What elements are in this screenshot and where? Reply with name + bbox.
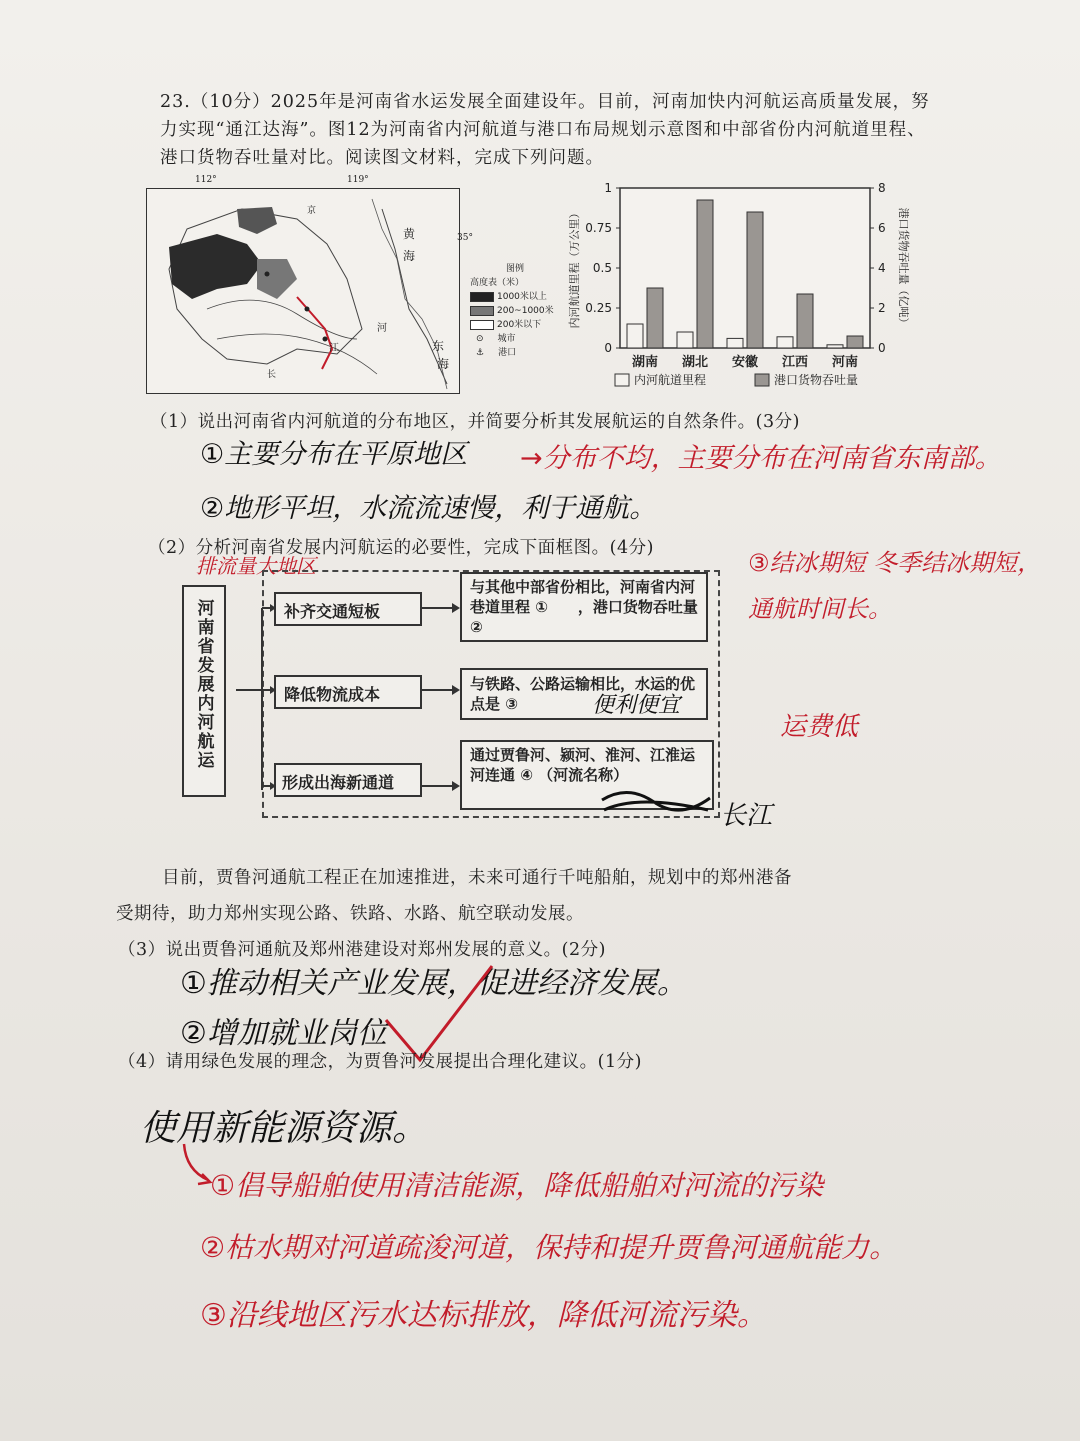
legend-label-waterway: 内河航道里程: [634, 373, 707, 387]
answer-4-black: 使用新能源资源。: [140, 1108, 429, 1149]
legend-swatch-waterway: [615, 374, 629, 386]
y-right-tick-label: 4: [878, 261, 886, 275]
bar-waterway-length: [827, 345, 843, 348]
flow-right-text-3: 通过贾鲁河、颍河、淮河、江淮运河连通 ④ （河流名称）: [470, 746, 696, 784]
legend-swatch-port: [755, 374, 769, 386]
answer-1-line-1: ①主要分布在平原地区: [200, 439, 468, 470]
y-right-tick-label: 2: [878, 301, 886, 315]
legend-item-high: 1000米以上: [470, 290, 560, 304]
answer-2-red-top: 排流量大地区: [196, 554, 316, 578]
legend-item-mid: 200~1000米: [470, 304, 560, 318]
answer-2-blank-4: 长江: [720, 801, 773, 831]
answer-1-line-2: ②地形平坦，水流流速慢，利于通航。: [200, 493, 657, 524]
legend-title: 图例: [505, 264, 524, 274]
question-part-2: （2）分析河南省发展内河航运的必要性，完成下面框图。(4分): [148, 538, 654, 558]
flow-left-box-3: [274, 763, 422, 797]
bar-port-throughput: [697, 200, 713, 348]
x-tick-label: 湖北: [681, 355, 709, 370]
flow-left-label-1: 补齐交通短板: [284, 602, 381, 621]
lon-label-119: 119°: [347, 175, 369, 185]
question-part-1: （1）说出河南省内河航道的分布地区，并简要分析其发展航运的自然条件。(3分): [150, 412, 800, 432]
answer-2-red-3: ③结冰期短 冬季结冰期短，通航时间长。: [748, 549, 1042, 623]
question-header: 23.（10分）2025年是河南省水运发展全面建设年。目前，河南加快内河航运高质量发展，努力实现“通江达海”。图12为河南省内河航道与港口布局规划示意图和中部省份内河航道里程、港口货物吞吐量对比。阅读图文材料，完成下列问题。: [160, 92, 930, 168]
bar-port-throughput: [647, 288, 663, 348]
legend-item-city: ⊙ 城市: [476, 334, 516, 344]
bar-waterway-length: [777, 337, 793, 348]
sea-label-dong: 东: [432, 339, 445, 353]
answer-3-line-1: ①推动相关产业发展，促进经济发展。: [180, 966, 687, 1001]
x-tick-label: 江西: [781, 355, 809, 370]
y-right-tick-label: 6: [878, 221, 886, 235]
paragraph-intro-1: 目前，贾鲁河通航工程正在加速推进，未来可通行千吨船舶，规划中的郑州港备: [162, 868, 792, 888]
y-right-axis-label: 港口货物吞吐量（亿吨）: [897, 207, 910, 329]
bar-waterway-length: [677, 332, 693, 348]
answer-4-red-2: ②枯水期对河道疏浚河道，保持和提升贾鲁河通航能力。: [200, 1231, 898, 1264]
y-left-axis-label: 内河航道里程（万公里）: [568, 207, 581, 329]
y-right-tick-label: 8: [878, 181, 886, 195]
answer-4-red-3: ③沿线地区污水达标排放，降低河流污染。: [200, 1298, 767, 1333]
legend-item-port: ⚓ 港口: [476, 348, 517, 358]
answer-4-red-1: ①倡导船舶使用清洁能源，降低船舶对河流的污染: [210, 1169, 824, 1202]
bar-waterway-length: [727, 338, 743, 348]
paragraph-intro-2: 受期待，助力郑州实现公路、铁路、水路、航空联动发展。: [116, 904, 584, 924]
sea-label-hai: 海: [403, 249, 416, 263]
flow-left-box-1: [274, 592, 422, 626]
place-label-chang: 长: [267, 370, 277, 380]
y-left-tick-label: 1: [604, 181, 612, 195]
x-tick-label: 湖南: [631, 355, 659, 370]
flow-left-label-2: 降低物流成本: [284, 685, 381, 704]
answer-2-blank-3-correction: 运费低: [780, 712, 859, 742]
legend-label-port: 港口货物吞吐量: [774, 373, 859, 387]
flow-main-box: [182, 585, 226, 797]
answer-1-correction: →分布不均，主要分布在河南省东南部。: [520, 443, 1002, 474]
sea-label-hai2: 海: [437, 357, 450, 371]
flow-left-label-3: 形成出海新通道: [282, 773, 395, 792]
sea-label-huang: 黄: [403, 227, 416, 241]
y-left-tick-label: 0.25: [585, 301, 612, 315]
henan-waterway-map: [146, 175, 473, 394]
strikeout-scribble: [598, 780, 718, 820]
map-drawing: [147, 189, 459, 393]
lon-label-112: 112°: [195, 175, 217, 185]
question-part-4: （4）请用绿色发展的理念，为贾鲁河发展提出合理化建议。(1分): [118, 1052, 642, 1072]
flow-left-box-2: [274, 675, 422, 709]
legend-subtitle: 高度表（米）: [470, 278, 525, 288]
place-label-jiang: 江: [329, 343, 339, 354]
y-left-tick-label: 0.75: [585, 221, 612, 235]
answer-3-line-2: ②增加就业岗位: [180, 1016, 387, 1051]
legend-item-low: 200米以下: [470, 318, 560, 332]
flow-right-text-1: 与其他中部省份相比，河南省内河巷道里程 ① ，港口货物吞吐量 ②: [470, 578, 698, 636]
answer-2-blank-3: 便利便宜: [592, 693, 681, 718]
bar-port-throughput: [797, 294, 813, 348]
x-tick-label: 安徽: [731, 355, 759, 370]
flow-right-box-1: [460, 572, 708, 642]
flow-right-text-2: 与铁路、公路运输相比，水运的优点是 ③: [470, 675, 696, 713]
question-part-3: （3）说出贾鲁河通航及郑州港建设对郑州发展的意义。(2分): [118, 940, 606, 960]
y-right-tick-label: 0: [878, 341, 886, 355]
x-tick-label: 河南: [831, 355, 859, 370]
bar-port-throughput: [747, 212, 763, 348]
map-legend: [470, 262, 560, 360]
flow-main-label: 河南省发展内河航运: [193, 599, 214, 770]
y-left-tick-label: 0: [604, 341, 612, 355]
lat-label-35: 35°: [457, 233, 473, 243]
bar-waterway-length: [627, 324, 643, 348]
place-label-he: 河: [377, 323, 387, 334]
place-label-jing: 京: [307, 206, 317, 216]
y-left-tick-label: 0.5: [592, 261, 612, 275]
bar-port-throughput: [847, 336, 863, 348]
comparison-bar-chart: [560, 180, 910, 400]
